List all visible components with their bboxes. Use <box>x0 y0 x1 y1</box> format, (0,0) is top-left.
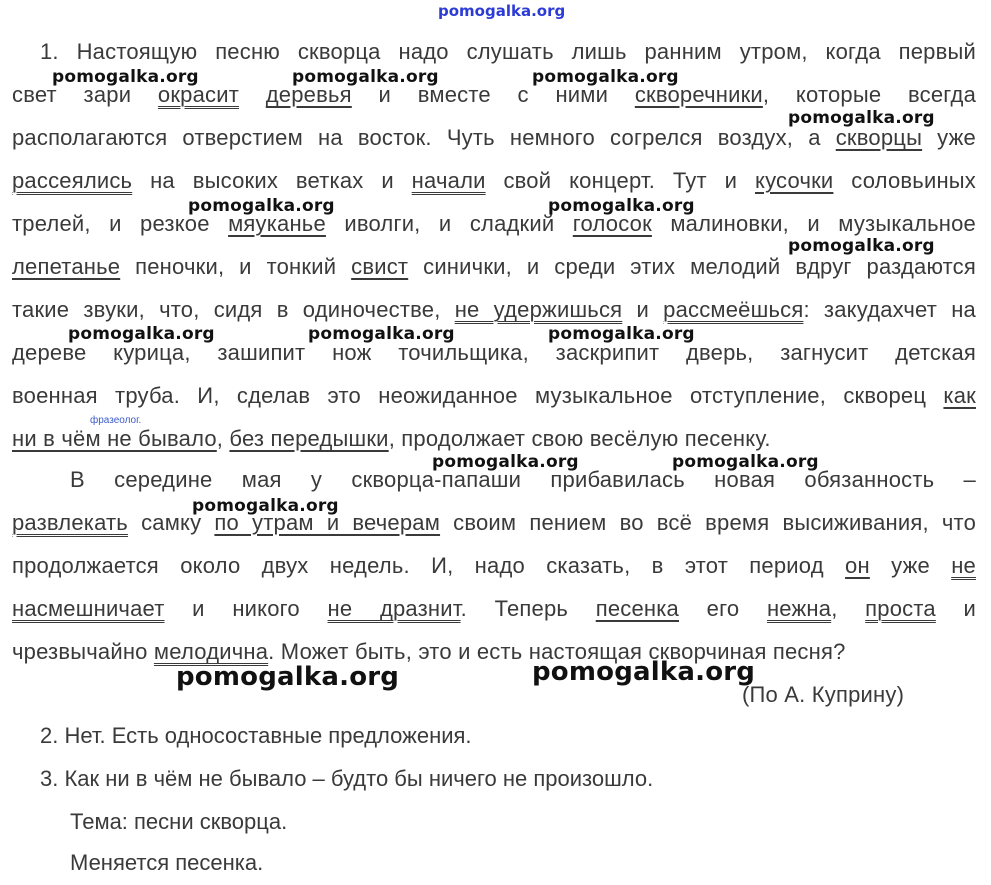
watermark-top: pomogalka.org <box>438 2 566 20</box>
answer-change: Меняется песенка. <box>70 850 264 875</box>
watermark: pomogalka.org <box>548 324 695 344</box>
watermark: pomogalka.org <box>432 452 579 472</box>
text-line: 1. Настоящую песню скворца надо слушать лишь ранним утром, когда первый <box>40 39 976 64</box>
watermark: pomogalka.org <box>68 324 215 344</box>
text-line: трелей, и резкое мяуканье иволги, и сладкий голосок малиновки, и музыкальное <box>12 211 976 236</box>
annotation-phraseologism: фразеолог. <box>90 415 142 426</box>
answer-theme: Тема: песни скворца. <box>70 809 288 834</box>
text-line: ни в чём не бывало, без передышки, продолжает свою весёлую песенку. <box>12 426 771 451</box>
text-line: продолжается около двух недель. И, надо сказать, в этот период он уже не <box>12 553 976 578</box>
text-line: насмешничает и никого не дразнит. Теперь песенка его нежна, проста и <box>12 596 976 621</box>
author-attribution: (По А. Куприну) <box>742 682 905 707</box>
text-line: В середине мая у скворца-папаши прибавилась новая обязанность – <box>70 467 976 492</box>
watermark: pomogalka.org <box>788 236 935 256</box>
text-line: располагаются отверстием на восток. Чуть немного согрелся воздух, а скворцы уже <box>12 125 976 150</box>
text-line: дереве курица, зашипит нож точильщика, заскрипит дверь, загнусит детская <box>12 340 976 365</box>
watermark: pomogalka.org <box>192 496 339 516</box>
text-line: чрезвычайно мелодична. Может быть, это и есть настоящая скворчиная песня? <box>12 639 846 664</box>
text-line: рассеялись на высоких ветках и начали свой концерт. Тут и кусочки соловьиных <box>12 168 977 193</box>
watermark: pomogalka.org <box>788 108 935 128</box>
watermark: pomogalka.org <box>308 324 455 344</box>
answer-3: 3. Как ни в чём не бывало – будто бы ничего не произошло. <box>40 766 654 791</box>
watermark: pomogalka.org <box>672 452 819 472</box>
watermark: pomogalka.org <box>548 196 695 216</box>
watermark: pomogalka.org <box>532 67 679 87</box>
watermark: pomogalka.org <box>52 67 199 87</box>
watermark-large: pomogalka.org <box>176 662 400 692</box>
text-line: развлекать самку по утрам и вечерам своим пением во всё время высиживания, что <box>12 510 976 535</box>
text-line: свет зари окрасит деревья и вместе с ними скворечники, которые всегда <box>12 82 977 107</box>
watermark: pomogalka.org <box>292 67 439 87</box>
watermark-large: pomogalka.org <box>532 657 756 687</box>
text-line: лепетанье пеночки, и тонкий свист синички, и среди этих мелодий вдруг раздаются <box>12 254 976 279</box>
answer-2: 2. Нет. Есть односоставные предложения. <box>40 723 472 748</box>
text-line: такие звуки, что, сидя в одиночестве, не удержишься и рассмеёшься: закудахчет на <box>12 297 976 322</box>
watermark: pomogalka.org <box>188 196 335 216</box>
text-line: военная труба. И, сделав это неожиданное музыкальное отступление, скворец как <box>12 383 976 408</box>
